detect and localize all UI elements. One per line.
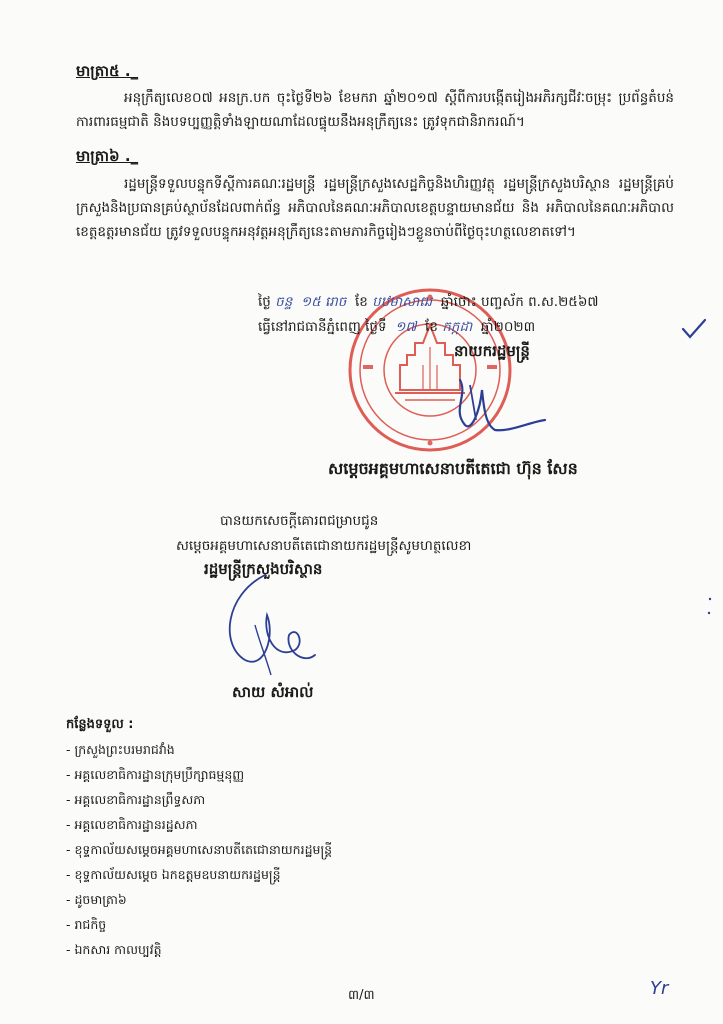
lunar-month-prefix: ខែ	[354, 294, 368, 310]
list-item: - ខុទ្ទកាល័យសម្តេច ឯកឧត្តមឧបនាយករដ្ឋមន្ត្រី	[66, 867, 281, 882]
place-date-line	[258, 318, 535, 338]
date-day-value: ១៧	[395, 319, 417, 335]
list-item: - ដូចមាត្រា៦	[66, 892, 127, 907]
lunar-date-line	[258, 293, 599, 313]
check-mark-icon	[680, 318, 708, 340]
article5-heading: មាត្រា៥ ._	[76, 62, 139, 80]
article5-text: អនុក្រឹត្យលេខ០៧ អនក្រ.បក ចុះថ្ងៃទី២៦ ខែមករា ឆ្នាំ២០១៧ ស្តីពីការបង្កើតរៀងអភិរក្សជីវៈចម្រុះ ប្រព័ន្ធតំបន់ការពារធម្មជាតិ និងបទប្បញ្ញត្តិទាំងឡាយណាដែលផ្ទុយនឹងអនុក្រឹត្យនេះ ត្រូវទុកជានិរាករណ៍។	[76, 90, 674, 130]
date-month-value: កក្កដា	[442, 319, 473, 335]
list-item: - ឯកសារ កាលប្បវត្តិ	[66, 942, 162, 957]
list-item: - រាជកិច្ច	[66, 917, 107, 932]
ink-speck	[704, 595, 716, 625]
page-number: ៣/៣	[348, 988, 375, 1003]
minister-signature-mark	[205, 565, 325, 685]
pm-name: សម្តេចអគ្គមហាសេនាបតីតេជោ ហ៊ុន សែន	[328, 459, 578, 478]
article6-text: រដ្ឋមន្ត្រីទទួលបន្ទុកទីស្តីការគណៈរដ្ឋមន្ត្រី រដ្ឋមន្ត្រីក្រសួងសេដ្ឋកិច្ចនិងហិរញ្ញវត្ថុ រដ្ឋមន្ត្រីក្រសួងបរិស្ថាន រដ្ឋមន្ត្រីគ្រប់ក្រសួងនិងប្រធានគ្រប់ស្ថាប័នដែលពាក់ព័ន្ធ អភិបាលនៃគណៈអភិបាលខេត្តបន្ទាយមានជ័យ និង អភិបាលនៃគណៈអភិបាលខេត្តឧត្តរមានជ័យ ត្រូវទទួលបន្ទុកអនុវត្តអនុក្រឹត្យនេះតាមភារកិច្ចរៀងៗខ្លួនចាប់ពីថ្ងៃចុះហត្ថលេខាតទៅ។	[76, 176, 674, 240]
lunar-day-value: ចន្ទ	[275, 294, 293, 310]
pm-title: នាយករដ្ឋមន្ត្រី	[454, 342, 530, 360]
list-item: - ក្រសួងព្រះបរមរាជវាំង	[66, 742, 175, 757]
environment-minister-name: សាយ សំអាល់	[232, 683, 314, 701]
date-month-prefix: ខែ	[425, 319, 438, 335]
lunar-month-value: បឋមាសាឍ	[372, 294, 433, 310]
date-year-text: ឆ្នាំ២០២៣	[480, 319, 536, 335]
lunar-date-prefix: ថ្ងៃ	[258, 294, 271, 310]
list-item: - ខុទ្ទកាល័យសម្តេចអគ្គមហាសេនាបតីតេជោនាយករដ្ឋមន្ត្រី	[66, 842, 333, 857]
countersign-line2: សម្តេចអគ្គមហាសេនាបតីតេជោនាយករដ្ឋមន្ត្រីសូមហត្ថលេខា	[176, 538, 472, 554]
lunar-year-text: ឆ្នាំថោះ បញ្ចស័ក ព.ស.២៥៦៧	[440, 294, 599, 310]
environment-minister-title: រដ្ឋមន្ត្រីក្រសួងបរិស្ថាន	[204, 560, 323, 578]
article6-heading: មាត្រា៦ ._	[76, 147, 139, 165]
list-item: - អគ្គលេខាធិការដ្ឋានក្រុមប្រឹក្សាធម្មនុញ្ញ	[66, 767, 245, 782]
list-item: - អគ្គលេខាធិការដ្ឋានព្រឹទ្ធសភា	[66, 792, 206, 807]
lunar-phase-value: ១៥ រោច	[300, 294, 347, 310]
list-item: - អគ្គលេខាធិការដ្ឋានរដ្ឋសភា	[66, 817, 198, 832]
pm-signature-mark	[440, 370, 550, 440]
distribution-heading: កន្លែងទទួល :	[66, 717, 134, 732]
countersign-line1: បានយកសេចក្តីគោរពជម្រាបជូន	[220, 513, 379, 529]
place-date-prefix: ធ្វើនៅរាជធានីភ្នំពេញ ថ្ងៃទី	[258, 319, 387, 335]
initials-mark: Yr	[650, 978, 669, 999]
